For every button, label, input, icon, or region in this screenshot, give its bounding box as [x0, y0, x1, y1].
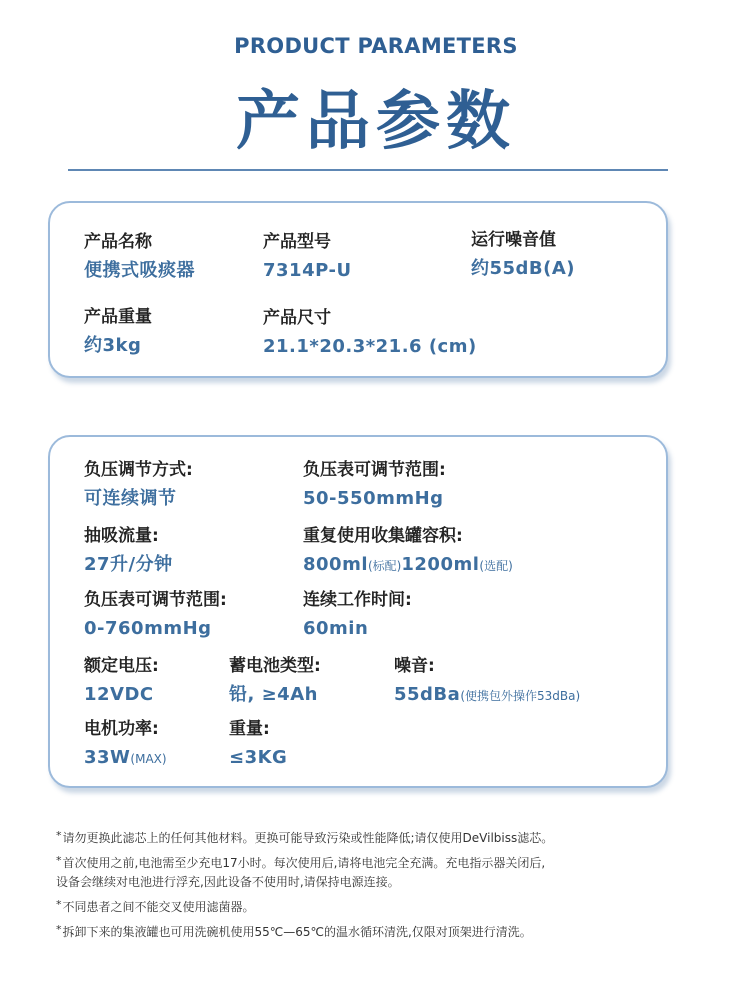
canister-item: [303, 525, 513, 578]
power-value: [84, 746, 167, 771]
note-filter-text: 请勿更换此滤芯上的任何其他材料。更换可能导致污染或性能降低;请仅使用DeVilbiss滤芯。: [62, 831, 554, 845]
canister-optional-value: 1200ml: [401, 554, 480, 575]
noise-value: [394, 683, 580, 708]
gauge-range2-item: [84, 589, 227, 641]
product-name-label: 产品名称: [84, 232, 152, 252]
regulation-value: 可连续调节: [84, 488, 177, 509]
battery-item: [229, 655, 321, 707]
product-model-value: 7314P-U: [263, 260, 352, 281]
note-star: *: [56, 854, 62, 867]
noise-value-main: 55dBa: [394, 684, 461, 705]
product-model-item: [263, 231, 352, 283]
note-cleaning: [56, 920, 716, 942]
power-value-main: 33W: [84, 747, 131, 768]
note-star: *: [56, 829, 62, 842]
note-star: *: [56, 898, 62, 911]
canister-standard-value: 800ml: [303, 554, 368, 575]
canister-label: 重复使用收集罐容积:: [303, 526, 463, 546]
weight-label: 重量:: [229, 719, 270, 739]
specs-card: [48, 435, 668, 788]
note-cleaning-text: 拆卸下来的集液罐也可用洗碗机使用55℃—65℃的温水循环清洗,仅限对顶架进行清洗。: [62, 925, 532, 939]
note-star: *: [56, 923, 62, 936]
flow-label: 抽吸流量:: [84, 526, 159, 546]
note-cross-use: [56, 895, 716, 917]
flow-value: 27升/分钟: [84, 554, 173, 575]
product-model-label: 产品型号: [263, 232, 331, 252]
gauge-range-label: 负压表可调节范围:: [303, 460, 446, 480]
regulation-item: [84, 459, 193, 511]
header-title-en: PRODUCT PARAMETERS: [234, 34, 518, 58]
product-weight-value: 约3kg: [84, 335, 142, 356]
power-item: [84, 718, 167, 771]
noise-item: [394, 655, 580, 708]
product-size-value: 21.1*20.3*21.6 (cm): [263, 336, 477, 357]
product-name-value: 便携式吸痰器: [84, 260, 195, 281]
gauge-range2-label: 负压表可调节范围:: [84, 590, 227, 610]
noise-value-note: (便携包外操作53dBa): [460, 689, 581, 703]
product-name-item: [84, 231, 195, 283]
battery-value: 铅, ≥4Ah: [229, 684, 318, 705]
noise-label: 噪音:: [394, 656, 435, 676]
basic-info-card: [48, 201, 668, 378]
note-battery-text-2: 设备会继续对电池进行浮充,因此设备不使用时,请保持电源连接。: [56, 875, 400, 889]
voltage-label: 额定电压:: [84, 656, 159, 676]
battery-label: 蓄电池类型:: [229, 656, 321, 676]
product-size-item: [263, 307, 477, 359]
running-noise-value: 约55dB(A): [471, 258, 576, 279]
weight-item: [229, 718, 287, 770]
regulation-label: 负压调节方式:: [84, 460, 193, 480]
note-battery: [56, 851, 716, 892]
product-weight-label: 产品重量: [84, 307, 152, 327]
canister-value: [303, 553, 513, 578]
product-size-label: 产品尺寸: [263, 308, 331, 328]
flow-item: [84, 525, 173, 577]
power-label: 电机功率:: [84, 719, 159, 739]
note-filter: [56, 826, 716, 848]
gauge-range-item: [303, 459, 446, 511]
header-divider: [68, 169, 668, 171]
running-noise-label: 运行噪音值: [471, 230, 556, 250]
product-weight-item: [84, 306, 152, 358]
notes-section: [56, 826, 716, 945]
voltage-value: 12VDC: [84, 684, 154, 705]
gauge-range2-value: 0-760mmHg: [84, 618, 212, 639]
note-battery-text-1: 首次使用之前,电池需至少充电17小时。每次使用后,请将电池完全充满。充电指示器关闭后,: [62, 856, 546, 870]
power-value-note: (MAX): [130, 752, 167, 766]
running-noise-item: [471, 229, 575, 281]
work-time-label: 连续工作时间:: [303, 590, 412, 610]
weight-value: ≤3KG: [229, 747, 288, 768]
voltage-item: [84, 655, 159, 707]
gauge-range-value: 50-550mmHg: [303, 488, 444, 509]
canister-optional-note: (选配): [479, 559, 513, 573]
header-title-cn: 产品参数: [236, 85, 516, 159]
note-cross-use-text: 不同患者之间不能交叉使用滤菌器。: [62, 900, 255, 914]
work-time-item: [303, 589, 412, 641]
canister-standard-note: (标配): [368, 559, 402, 573]
work-time-value: 60min: [303, 618, 369, 639]
